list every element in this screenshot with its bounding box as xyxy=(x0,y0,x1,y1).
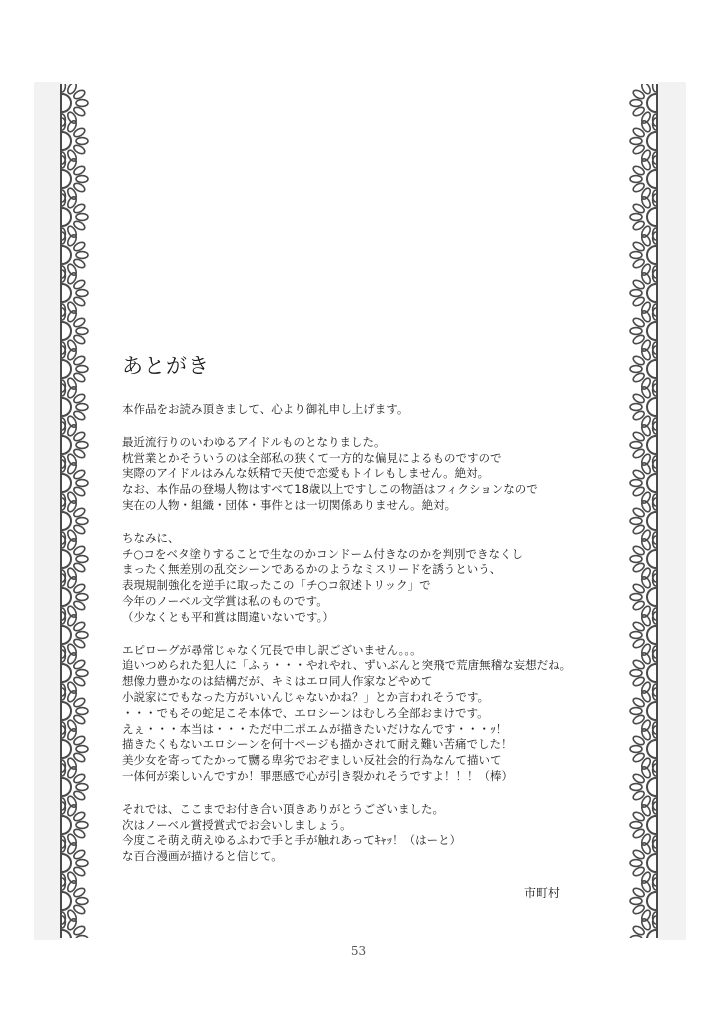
afterword-body xyxy=(122,350,592,882)
page-number: 53 xyxy=(350,944,367,958)
right-border-shade xyxy=(658,82,686,940)
lace-motif-icon xyxy=(630,916,658,938)
lace-motif-icon xyxy=(60,916,88,938)
text-line: な百合漫画が描けると信じて。 xyxy=(122,849,283,864)
text-line: 一体何が楽しいんですか！罪悪感で心が引き裂かれそうですよ！！！（棒） xyxy=(122,768,513,783)
lace-ornament-icon xyxy=(60,84,98,938)
text-line: それでは、ここまでお付き合い頂きありがとうございました。 xyxy=(122,801,444,816)
paragraph-closing xyxy=(122,802,592,865)
text-line: 想像力豊かなのは結構だが、キミはエロ同人作家などやめて xyxy=(122,674,433,689)
left-lace-border xyxy=(60,84,98,938)
paragraph-epilogue xyxy=(122,643,592,785)
text-line: 次はノーベル賞授賞式でお会いしましょう。 xyxy=(122,817,352,832)
text-line: （少なくとも平和賞は間違いないです。） xyxy=(122,609,334,624)
text-line: えぇ・・・本当は・・・ただ中二ポエムが描きたいだけなんです・・・ｯ！ xyxy=(122,721,508,736)
text-line: エピローグが尋常じゃなく冗長で申し訳ございません。。。 xyxy=(122,642,422,657)
text-line: まったく無差別の乱交シーンであるかのようなミスリードを誘うという、 xyxy=(122,562,502,577)
afterword-heading: あとがき xyxy=(122,354,210,378)
text-line: なお、本作品の登場人物はすべて18歳以上ですしこの物語はフィクションなので xyxy=(122,482,538,497)
text-line: チ○コをベタ塗りすることで生なのかコンドーム付きなのかを判別できなくし xyxy=(122,546,524,561)
text-line: 実在の人物・組織・団体・事件とは一切関係ありません。絶対。 xyxy=(122,497,457,512)
text-line: 今度こそ萌え萌えゆるふわで手と手が触れあってｷｬｯ！（はーと） xyxy=(122,833,462,848)
paragraph-greeting xyxy=(122,402,592,418)
text-line: 描きたくもないエロシーンを何十ページも描かされて耐え難い苦痛でした！ xyxy=(122,737,513,752)
text-line: 追いつめられた犯人に「ふぅ・・・やれやれ、ずいぶんと突飛で荒唐無稽な妄想だね。 xyxy=(122,658,572,673)
text-line: 最近流行りのいわゆるアイドルものとなりました。 xyxy=(122,434,386,449)
text-line: ・・・でもその蛇足こそ本体で、エロシーンはむしろ全部おまけです。 xyxy=(122,705,489,720)
right-lace-border xyxy=(620,84,658,938)
text-line: 美少女を寄ってたかって嬲る卑劣でおぞましい反社会的行為なんて描いて xyxy=(122,753,502,768)
text-line: 表現規制強化を逆手に取ったこの「チ○コ叙述トリック」で xyxy=(122,578,431,593)
text-line: 小説家にでもなった方がいいんじゃないかね？」とか言われそうです。 xyxy=(122,689,490,704)
text-line: 本作品をお読み頂きまして、心より御礼申し上げます。 xyxy=(122,402,409,416)
lace-ornament-icon xyxy=(620,84,658,938)
left-border-shade xyxy=(34,82,62,940)
author-signature: 市町村 xyxy=(524,886,561,900)
text-line: 実際のアイドルはみんな妖精で天使で恋愛もトイレもしません。絶対。 xyxy=(122,466,490,481)
paragraph-disclaimer xyxy=(122,435,592,514)
text-line: ちなみに、 xyxy=(122,530,180,545)
text-line: 今年のノーベル文学賞は私のものです。 xyxy=(122,593,328,608)
paragraph-trick xyxy=(122,531,592,626)
text-line: 枕営業とかそういうのは全部私の狭くて一方的な偏見によるものですので xyxy=(122,450,502,465)
